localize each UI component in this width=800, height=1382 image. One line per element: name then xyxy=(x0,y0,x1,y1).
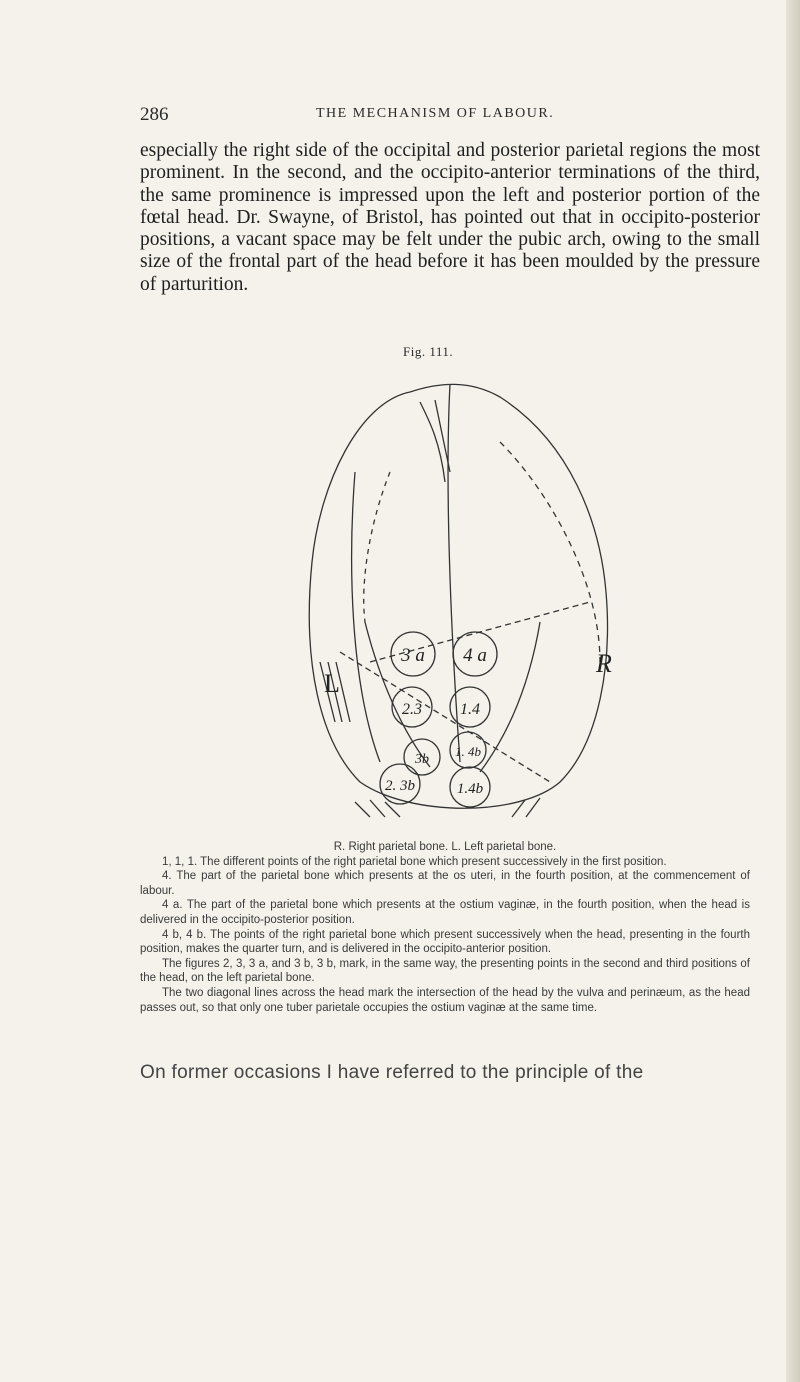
point-3b-label: 3b xyxy=(415,752,429,767)
caption-item: 4 b, 4 b. The points of the right parietal bone which present successively when the head, presenting in the fourth position, makes the quarter turn, and is delivered in the occipito-anterior position. xyxy=(140,928,750,956)
figure-label: Fig. 111. xyxy=(403,344,454,359)
left-dashed-arc xyxy=(364,472,390,622)
right-bone-label: R xyxy=(596,649,612,678)
diagonal-line-2 xyxy=(340,652,550,782)
right-dashed-arc xyxy=(500,442,600,662)
left-vertical-line xyxy=(352,472,380,762)
point-4a-label: 4 a xyxy=(463,645,487,666)
page-number: 286 xyxy=(140,104,169,125)
point-3a-label: 3 a xyxy=(401,645,425,666)
caption-item: 4 a. The part of the parietal bone which presents at the ostium vaginæ, in the fourth position, when the head is delivered in the occipito-posterior position. xyxy=(140,899,750,926)
caption-item: The two diagonal lines across the head mark the intersection of the head by the vulva and perinæum, as the head passes out, so that only one tuber parietale occupies the ostium vaginæ at the same time. xyxy=(140,986,750,1014)
page-edge-shadow xyxy=(786,0,800,1382)
point-14b-lower-label: 1.4b xyxy=(456,781,484,797)
right-inner-curve xyxy=(480,622,540,772)
running-head-title: THE MECHANISM OF LABOUR. xyxy=(316,106,555,121)
point-23-label: 2.3 xyxy=(402,701,422,718)
point-14b-label: 1. 4b xyxy=(455,744,481,759)
figure-caption xyxy=(140,840,750,1015)
caption-legend: R. Right parietal bone. L. Left parietal bone. xyxy=(333,841,557,853)
left-bone-label: L xyxy=(324,669,340,698)
point-23b-label: 2. 3b xyxy=(385,778,415,794)
fetal-head-figure xyxy=(300,362,620,822)
point-14-label: 1.4 xyxy=(460,701,480,718)
fetal-head-diagram xyxy=(300,362,620,822)
running-head xyxy=(140,104,740,128)
caption-item: The figures 2, 3, 3 a, and 3 b, 3 b, mark, in the same way, the presenting points in the second and third positions of the head, on the left parietal bone. xyxy=(140,957,750,985)
posterior-fontanelle xyxy=(420,402,445,482)
caption-item: 1, 1, 1. The different points of the right parietal bone which present successively in the first position. xyxy=(162,855,667,868)
closing-line: On former occasions I have referred to the principle of the xyxy=(140,1062,644,1083)
caption-item: 4. The part of the parietal bone which presents at the os uteri, in the fourth position, at the commencement of labour. xyxy=(140,870,750,897)
body-paragraph: especially the right side of the occipital and posterior parietal regions the most prominent. In the second, and the occipito-anterior terminations of the third, the same prominence is impressed upon the left and posterior portion of the fœtal head. Dr. Swayne, of Bristol, has pointed out that in occipito-posterior positions, a vacant space may be felt under the pubic arch, owing to the small size of the frontal part of the head before it has been moulded by the pressure of parturition. xyxy=(140,140,760,295)
